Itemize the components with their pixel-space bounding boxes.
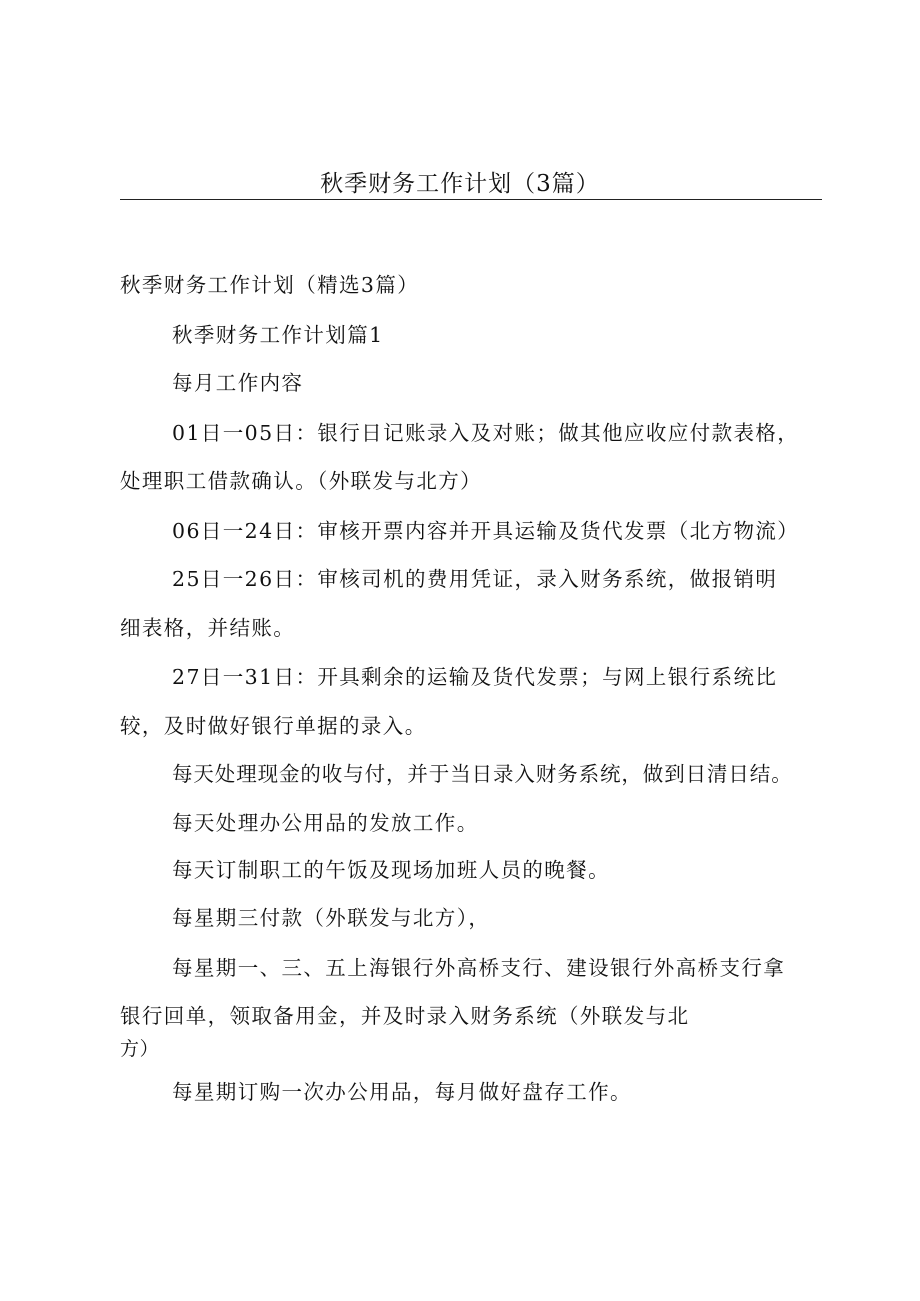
title-underline (120, 199, 822, 200)
paragraph-line: 01日一05日：银行日记账录入及对账；做其他应收应付款表格， (172, 421, 800, 445)
document-title: 秋季财务工作计划（3篇） (320, 171, 600, 197)
paragraph-line: 25日一26日：审核司机的费用凭证，录入财务系统，做报销明 (172, 567, 778, 591)
paragraph-line: 较，及时做好银行单据的录入。 (120, 714, 427, 738)
paragraph-line: 每星期一、三、五上海银行外高桥支行、建设银行外高桥支行拿 (172, 956, 786, 980)
paragraph-line: 方） (120, 1038, 160, 1060)
monthly-heading: 每月工作内容 (172, 371, 304, 395)
paragraph-line: 银行回单，领取备用金，并及时录入财务系统（外联发与北 (120, 1004, 690, 1028)
paragraph-line: 27日一31日：开具剩余的运输及货代发票；与网上银行系统比 (172, 665, 778, 689)
paragraph-line: 处理职工借款确认。（外联发与北方） (120, 469, 483, 493)
paragraph-line: 06日一24日：审核开票内容并开具运输及货代发票（北方物流） (172, 519, 800, 543)
paragraph-line: 每星期三付款（外联发与北方）， (172, 906, 491, 930)
paragraph-line: 每天订制职工的午饭及现场加班人员的晚餐。 (172, 858, 610, 882)
paragraph-line: 细表格，并结账。 (120, 616, 296, 640)
paragraph-line: 每天处理现金的收与付，并于当日录入财务系统，做到日清日结。 (172, 762, 793, 786)
paragraph-line: 每星期订购一次办公用品，每月做好盘存工作。 (172, 1080, 632, 1104)
paragraph-line: 每天处理办公用品的发放工作。 (172, 811, 479, 835)
section-heading: 秋季财务工作计划篇1 (172, 323, 384, 347)
document-subtitle: 秋季财务工作计划（精选3篇） (120, 273, 420, 297)
